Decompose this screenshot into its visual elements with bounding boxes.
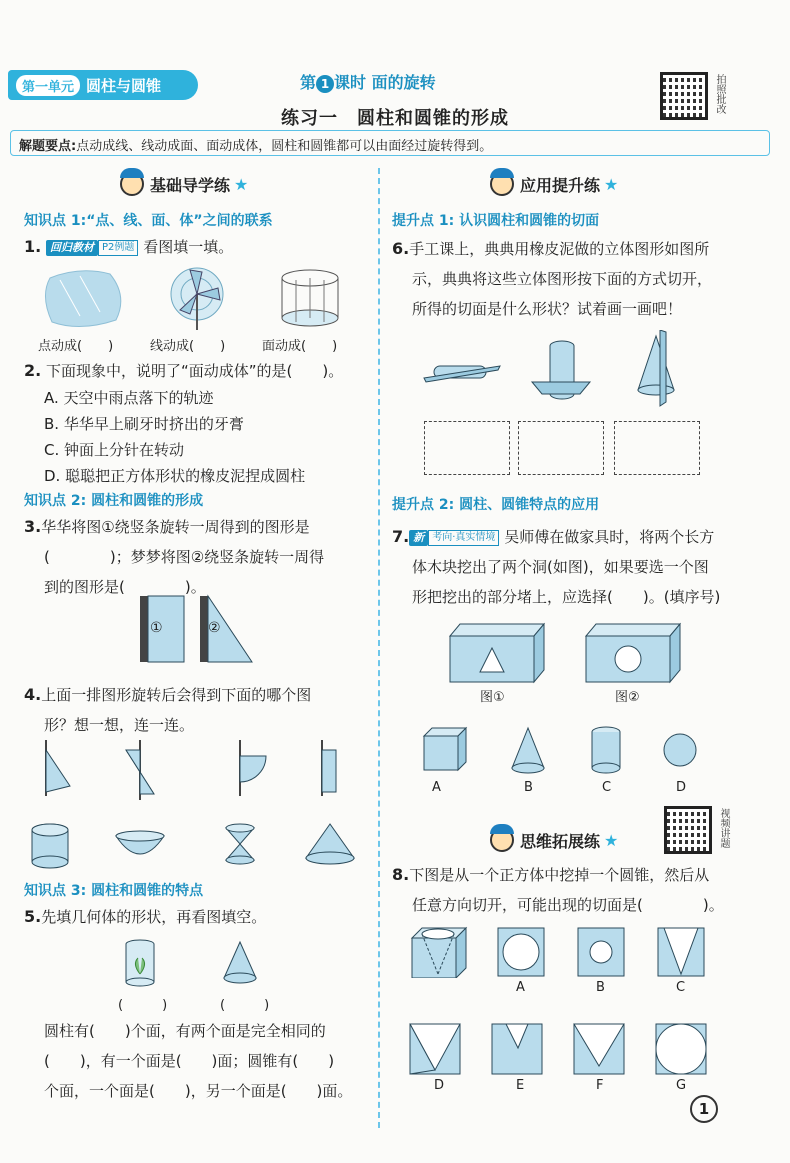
qr-code-icon[interactable] — [664, 806, 712, 854]
q8-choice-d[interactable]: D — [434, 1078, 445, 1093]
q2-option-d[interactable]: D. 聪聪把正方体形状的橡皮泥捏成圆柱 — [44, 467, 306, 485]
q8-choice-a[interactable]: A — [516, 980, 525, 995]
section-applied: 应用提升练 ★ — [490, 172, 618, 196]
q5-figures — [120, 938, 270, 988]
section-extended: 思维拓展练 ★ — [490, 828, 618, 852]
q7-choice-d[interactable]: D — [676, 780, 687, 795]
practice-title: 练习一 圆柱和圆锥的形成 — [281, 108, 509, 129]
question-1: 1. 回归教材 P2例题 看图填一填。 — [24, 237, 234, 256]
upgrade-point-1: 提升点 1: 认识圆柱和圆锥的切面 — [392, 213, 600, 229]
q7-choice-c[interactable]: C — [602, 780, 612, 795]
tips-text: 点动成线、线动成面、面动成体，圆柱和圆锥都可以由面经过旋转得到。 — [76, 139, 493, 154]
q1-label-line[interactable]: 线动成( ) — [150, 339, 226, 354]
star-icon: ★ — [604, 830, 619, 850]
q6-figures — [420, 330, 700, 410]
knowledge-point-3: 知识点 3: 圆柱和圆锥的特点 — [24, 883, 204, 899]
q8-row2 — [406, 1020, 716, 1076]
q8-row1 — [406, 924, 716, 978]
tips-label: 解题要点: — [19, 139, 77, 154]
q7-fig1-label: 图① — [480, 690, 505, 705]
mascot-icon — [120, 172, 144, 196]
question-2: 2. 下面现象中，说明了“面动成体”的是( )。 — [24, 361, 344, 380]
q6-answer-box-3[interactable] — [614, 421, 700, 475]
q3-fig1-label: ① — [150, 620, 163, 636]
q8-choice-e[interactable]: E — [516, 1078, 525, 1093]
qr-caption: 拍照批改 — [714, 74, 725, 114]
star-icon: ★ — [234, 174, 249, 194]
qr-caption: 视频讲题 — [718, 808, 729, 848]
q6-answer-box-2[interactable] — [518, 421, 604, 475]
star-icon: ★ — [604, 174, 619, 194]
question-4: 4.上面一排图形旋转后会得到下面的哪个图 形？想一想，连一连。 — [24, 685, 312, 734]
q5-blank-cylinder[interactable]: ( ) — [118, 998, 168, 1013]
column-divider — [378, 168, 380, 1128]
lesson-number: 1 — [316, 75, 334, 93]
q6-answer-box-1[interactable] — [424, 421, 510, 475]
q8-choice-b[interactable]: B — [596, 980, 605, 995]
q8-choice-c[interactable]: C — [676, 980, 686, 995]
question-7: 7. 新 考向·真实情境 吴师傅在做家具时，将两个长方 体木块挖出了两个洞(如图)，如果要选一个图 形把挖出的部分堵上，应选择( )。(填序号) — [392, 527, 721, 606]
lesson-title: 第 1 课时 面的旋转 — [300, 73, 436, 92]
q7-choices — [418, 722, 708, 782]
question-5: 5.先填几何体的形状，再看图填空。 — [24, 907, 267, 926]
q4-figures — [30, 736, 370, 876]
question-8: 8.下图是从一个正方体中挖掉一个圆锥，然后从 任意方向切开，可能出现的切面是( )。 — [392, 865, 724, 914]
badge-textbook: 回归教材 — [46, 240, 98, 256]
q5-blank-cone[interactable]: ( ) — [220, 998, 270, 1013]
knowledge-point-1: 知识点 1:“点、线、面、体”之间的联系 — [24, 213, 273, 229]
rain-picture — [45, 271, 120, 327]
question-6: 6.手工课上，典典用橡皮泥做的立体图形如图所 示，典典将这些立体图形按下面的方式切开， 所得的切面是什么形状？试着画一画吧！ — [392, 239, 713, 318]
q2-option-c[interactable]: C. 钟面上分针在转动 — [44, 441, 185, 459]
q2-option-a[interactable]: A. 天空中雨点落下的轨迹 — [44, 389, 214, 407]
q3-fig2-label: ② — [208, 620, 221, 636]
q7-choice-a[interactable]: A — [432, 780, 441, 795]
q1-figures — [40, 266, 370, 330]
q2-option-b[interactable]: B. 华华早上刷牙时挤出的牙膏 — [44, 415, 244, 433]
section-basic: 基础导学练 ★ — [120, 172, 248, 196]
q7-blocks — [440, 616, 700, 686]
q8-choice-g[interactable]: G — [676, 1078, 687, 1093]
q5-fill-text: 圆柱有( )个面，有两个面是完全相同的 ( )，有一个面是( )面；圆锥有( ) 个面，一个面是( )，另一个面是( )面。 — [44, 1022, 353, 1100]
page-number: 1 — [690, 1095, 718, 1123]
upgrade-point-2: 提升点 2: 圆柱、圆锥特点的应用 — [392, 497, 600, 513]
q1-label-surface[interactable]: 面动成( ) — [262, 339, 338, 354]
tips-box — [10, 130, 770, 156]
question-3: 3.华华将图①绕竖条旋转一周得到的图形是 ( )；梦梦将图②绕竖条旋转一周得 到的图形是( )。 — [24, 517, 325, 596]
q1-label-point[interactable]: 点动成( ) — [38, 339, 114, 354]
mascot-icon — [490, 828, 514, 852]
mascot-icon — [490, 172, 514, 196]
unit-tag — [8, 70, 198, 100]
q8-choice-f[interactable]: F — [596, 1078, 604, 1093]
unit-pill: 第一单元 — [16, 75, 80, 96]
badge-new: 新 — [409, 530, 428, 546]
unit-title: 圆柱与圆锥 — [86, 76, 162, 95]
knowledge-point-2: 知识点 2: 圆柱和圆锥的形成 — [24, 493, 204, 509]
q7-choice-b[interactable]: B — [524, 780, 533, 795]
q7-fig2-label: 图② — [615, 690, 640, 705]
